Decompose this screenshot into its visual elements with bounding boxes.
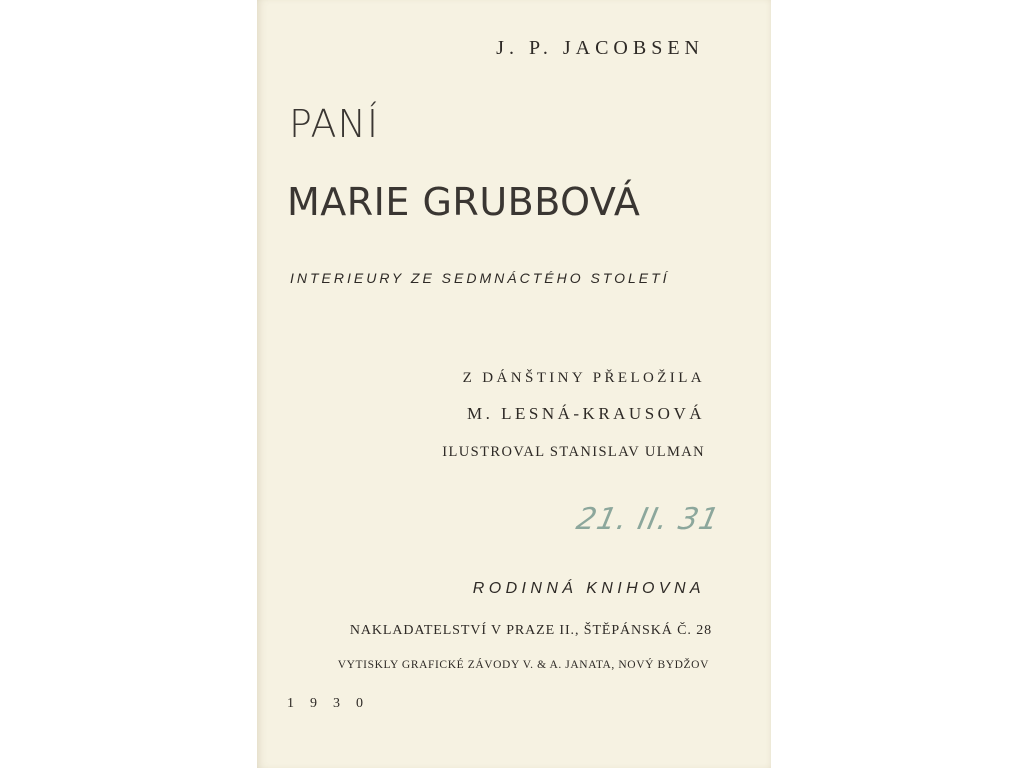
series-name: RODINNÁ KNIHOVNA [472, 580, 705, 597]
translator-name: M. LESNÁ-KRAUSOVÁ [466, 404, 705, 423]
title-page [257, 0, 771, 768]
handwritten-date: 21. II. 31 [573, 502, 723, 537]
publisher-line: NAKLADATELSTVÍ V PRAZE II., ŠTĚPÁNSKÁ Č. 28 [349, 623, 712, 638]
translation-note: Z DÁNŠTINY PŘELOŽILA [462, 370, 705, 386]
book-title-line-1: PANÍ [289, 102, 380, 146]
book-subtitle: INTERIEURY ZE SEDMNÁCTÉHO STOLETÍ [290, 270, 670, 286]
printer-line: VYTISKLY GRAFICKÉ ZÁVODY V. & A. JANATA, NOVÝ BYDŽOV [337, 659, 709, 671]
publication-year: 1930 [287, 696, 379, 711]
illustrator-note: ILUSTROVAL STANISLAV ULMAN [442, 444, 705, 460]
book-title-line-2: MARIE GRUBBOVÁ [287, 180, 641, 224]
author-name: J. P. JACOBSEN [496, 37, 704, 59]
